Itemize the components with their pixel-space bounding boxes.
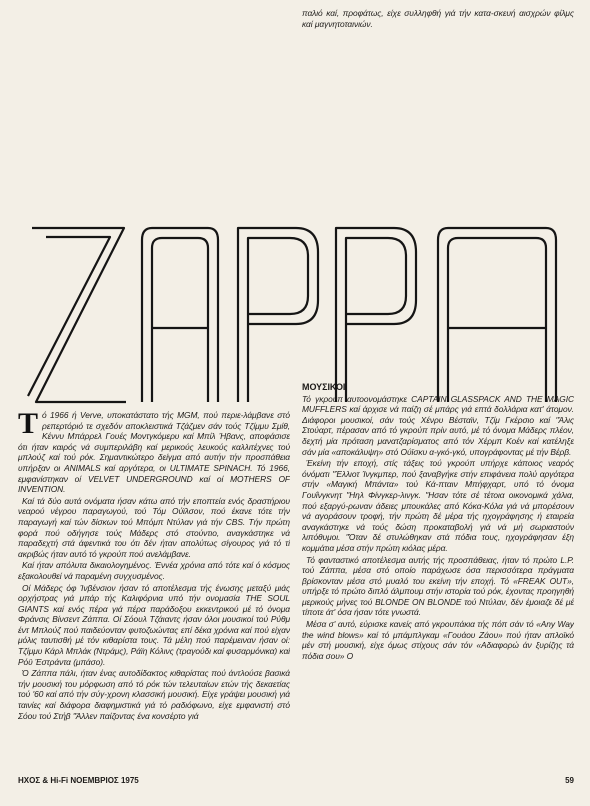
paragraph: Οί Μάδερς όφ Ίνβένσιον ήσαν τό αποτέλεσμα τής ένωσης μεταξύ μιάς ορχήστρας γιά μπάρ τής Καλιφόρνια υπό τήν ονομασία THE SOUL GIANTS καί ενός πέρα γιά πέρα παράδοξου εκκεντρικού μέ τό όνομα Φράνσις Βίνσεντ Ζάππα. Οί Σόουλ Τζάιαντς ήσαν όλοι μουσικοί τού Ρύθμ έντ Μπλούζ πού παιδεύονταν φυτοζωώντας επί δέκα χρόνια καί πού είχαν μόλις ταυτισθή μέ τόν κιθαρίστα τους. Τά μέλη πού παρέμειναν ήσαν οί: Τζίμμυ Κάρλ Μπλάκ (Ντράμς), Ράϊη Κόλινς (τραγούδι καί φυσαρμόνικα) καί Ρόϋ Έστράντα (μπάσο). [18, 582, 290, 667]
left-column [18, 410, 290, 775]
paragraph: Μέσα σ' αυτό, εύρισκε κανείς από γκρουπάκια τής πόπ σάν τό «Any Way the wind blows» καί τό μπάμπλγκαμ «Γουάου Ζάου» πού ήταν απλοϊκό μέν στή μουσική, είχε όμως στίχους σάν τόν «Αδιαφορώ άν ξυρίζης τά πόδια σου» Ο [302, 619, 574, 661]
section-heading: ΜΟΥΣΙΚΟΙ [302, 382, 346, 392]
paragraph: Έκείνη τήν εποχή, στίς τάξεις τού γκρούπ υπήρχε κάποιος νεαρός όνόματι "Έλλιοτ Ίνγκμπερ, πού ξαναβγήκε στήν επιφάνεια πολύ αργότερα στήν «Μαγική Μπάντα» τού Κά-πταιν Μπήφχαρτ, υπό τό όνομα Γουΐνγκνητ "Ηηλ Φίνγκερ-λινγκ. "Ησαν τότε σέ τέτοια οικονομικά χάλια, πού εξαργύ-ρωναν άδειες μπουκάλες από Κόκα-Κόλα γιά νά μπορέσουν νά αγοράσουν τροφή, τήν πρώτη δέ μέρα τής ηχογράφησης ή εταιρεία αναγκάστηκε νά τούς δώση προκαταβολή γιά νά μή σωριαστούν λιπόθυμοι. "Όταν δέ στυλώθηκαν στά πόδια τους, ηχογράφησαν έξη κομμάτια μέσα στήν πρώτη κιόλας μέρα. [302, 458, 574, 553]
letter-a [142, 228, 218, 402]
paragraph: Καί ήταν απόλυτα δικαιολογημένος. Έννέα χρόνια από τότε καί ό κόσμος εξακολουθεί νά παραμένη συγχυσμένος. [18, 560, 290, 581]
paragraph: Τό φανταστικό αποτέλεσμα αυτής τής προσπάθειας, ήταν τό πρώτο L.P. τού Ζάππα, μέσα στό οποίο παράχωσε όσα περισσότερα πράγματα βρίσκονταν μέσα στό μυαλό του εκείνη τήν εποχή. Τό «FREAK OUT», υπήρξε τό πρώτο διπλό άλμπουμ στήν ιστορία τού ρόκ, έχοντας προηγηθή μερικούς μήνες τού BLONDE ON BLONDE τού Ντύλαν, δέν έμοιαζε δέ μέ τίποτε άτ' όσα ήσαν τότε γνωστά. [302, 554, 574, 618]
letter-z [28, 228, 126, 402]
paragraph: παλιό καί, προφάτως, είχε συλληφθή γιά τήν κατα-σκευή αισχρών φίλμς καί μαγνητοταινιών. [302, 8, 574, 29]
right-column [302, 382, 574, 772]
letter-a-2 [438, 228, 556, 402]
paragraph: Καί τά δύο αυτά ονόματα ήσαν κάτω από τήν εποπτεία ενός δραστήριου νεαρού νέγρου παραγωγού, τού Τόμ Ούϊλσον, πού έκανε τότε τήν παραγωγή καί τών δίσκων τού Μπόμπ Ντύλαν γιά τήν CBS. Τήν πρώτη φορά πού οδήγησε τούς Μάδερς στό στούντιο, αναγκάστηκε νά παραδεχτή στά άφεντικά του ότι δέν ήταν απολύτως σίγουρος γιά τό τί ακριβώς ήταν αυτό τό γκρούπ πού ανελάμβανε. [18, 495, 290, 559]
drop-cap: Τ [18, 410, 38, 440]
paragraph: Τό γκρούπ αυτοονομάστηκε CAPTAIN GLASSPACK AND THE MAGIC MUFFLERS καί άρχισε νά παίζη σέ μπάρς γιά επτά δολλάρια κατ' άτομον. Διάφοροι μουσικοί, σάν τούς Χένρυ Βέσταϊν, Τζίμ Γκέρσιο καί "Άλις Στούαρτ, πέρασαν από τό γκρούπ πρίν αυτό, μέ τό όνομα Μάδερς πλέον, δεχτή μία πρόταση μανατζαρίσματος από τόν Χέρμπ Κοέν καί κατέληξε σάν μία «αποκάλυψη» στό Ούϊσκυ α-γκό-γκό, υπογράφοντας μέ τήν Βέρβ. [302, 393, 574, 457]
paragraph: Τό 1966 ή Verve, υποκατάστατο τής MGM, πού περιε-λάμβανε στό ρεπερτόριό τε σχεδόν αποκλειστικά Τζάζμεν σάν τούς Τζίμμυ Σμίθ, Κέννυ Μπάρρελ Γουές Μοντγκόμερυ καί Μπίλ Ήβανς, αποφάσισε ότι ήταν καιρός νά συμπεριλάβη καί μερικούς λευκούς καλλιτέχνες τού μπλούζ καί τού ρόκ. Σημαντικώτερο δείγμα από αυτήν τήν προσπάθεια υπήρξαν οι ANIMALS καί αργότερα, οι ULTIMATE SPINACH. Τό 1966, εμφανίστηκαν οί VELVET UNDERGROUND καί οί MOTHERS OF INVENTION. [18, 410, 290, 495]
letter-p-1 [238, 228, 318, 402]
page-number: 59 [565, 776, 574, 785]
footer-publication: ΗΧΟΣ & Hi-Fi ΝΟΕΜΒΡΙΟΣ 1975 [18, 776, 139, 785]
paragraph: Ό Ζάππα πάλι, ήταν ένας αυτοδίδακτος κιθαρίστας πού άντλούσε βασικά τήν μουσική του μόρφωση από τό ρόκ τών τελευταίων ετών τής δεκαετίας τού '60 καί από τήν σύγ-χρονη κλασσική μουσική. Είχε γράψει μουσική γιά ταινίες καί διάφορα διαφημιστικά γιά τό ραδιόφωνο, είχε εμφανιστή στό Σόου τού Στήβ "Άλλεν παίζοντας ένα κονσέρτο γιά [18, 668, 290, 721]
page-footer [18, 776, 574, 785]
letter-p-2 [336, 228, 416, 402]
right-column-top [302, 8, 574, 48]
